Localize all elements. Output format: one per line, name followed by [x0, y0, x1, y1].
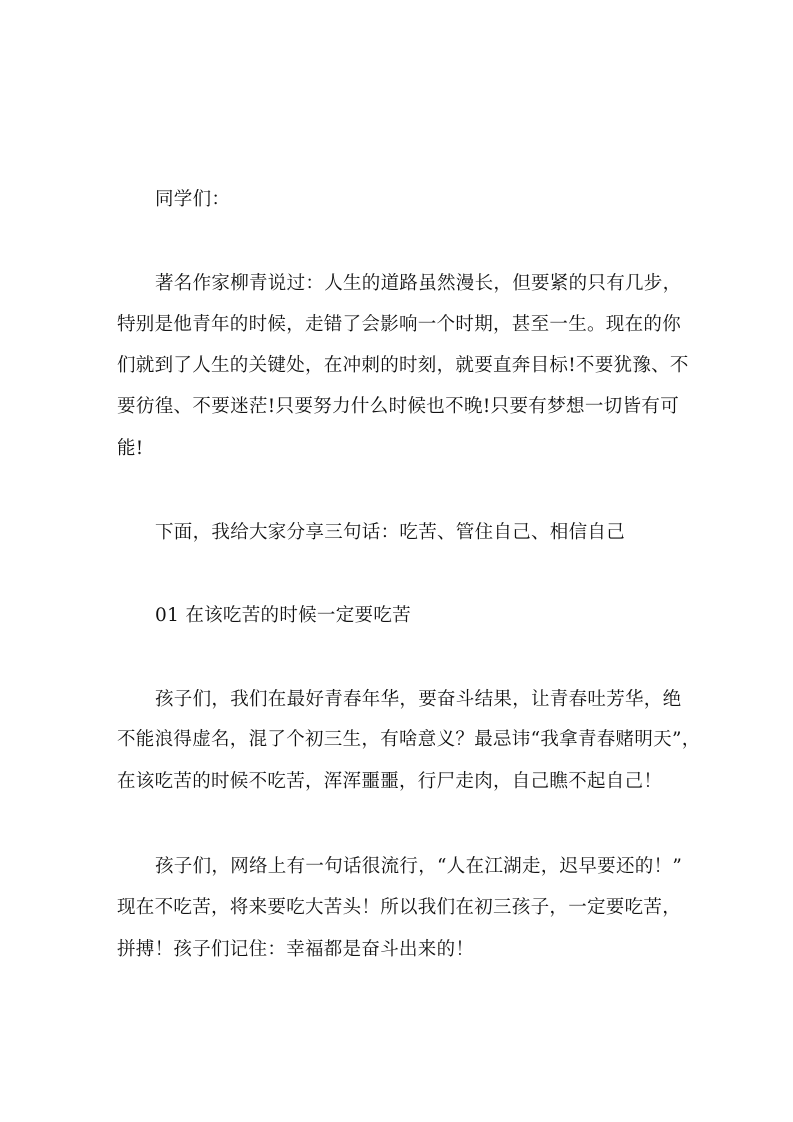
paragraph-line: 们就到了人生的关键处，在冲刺的时刻，就要直奔目标!不要犹豫、不 — [117, 355, 689, 376]
paragraph-line: 现在不吃苦，将来要吃大苦头！所以我们在初三孩子，一定要吃苦， — [117, 897, 682, 918]
paragraph-line: 拼搏！孩子们记住：幸福都是奋斗出来的！ — [117, 939, 475, 960]
paragraph-line: 下面，我给大家分享三句话：吃苦、管住自己、相信自己 — [155, 522, 626, 543]
paragraph-line: 要彷徨、不要迷茫!只要努力什么时候也不晚!只要有梦想一切皆有可 — [117, 396, 679, 417]
section-heading: 01 在该吃苦的时候一定要吃苦 — [155, 605, 411, 626]
salutation: 同学们： — [155, 189, 231, 210]
paragraph-line: 特别是他青年的时候，走错了会影响一个时期，甚至一生。现在的你 — [117, 314, 682, 335]
paragraph-line: 孩子们，网络上有一句话很流行，“人在江湖走，迟早要还的！” — [155, 856, 683, 877]
paragraph-line: 著名作家柳青说过：人生的道路虽然漫长，但要紧的只有几步， — [155, 273, 682, 294]
paragraph-line: 不能浪得虚名，混了个初三生，有啥意义？最忌讳“我拿青春赌明天”， — [117, 729, 701, 750]
paragraph-line: 在该吃苦的时候不吃苦，浑浑噩噩，行尸走肉，自己瞧不起自己！ — [117, 771, 663, 792]
paragraph-line: 孩子们，我们在最好青春年华，要奋斗结果，让青春吐芳华，绝 — [155, 689, 682, 710]
paragraph-line: 能! — [117, 438, 144, 459]
